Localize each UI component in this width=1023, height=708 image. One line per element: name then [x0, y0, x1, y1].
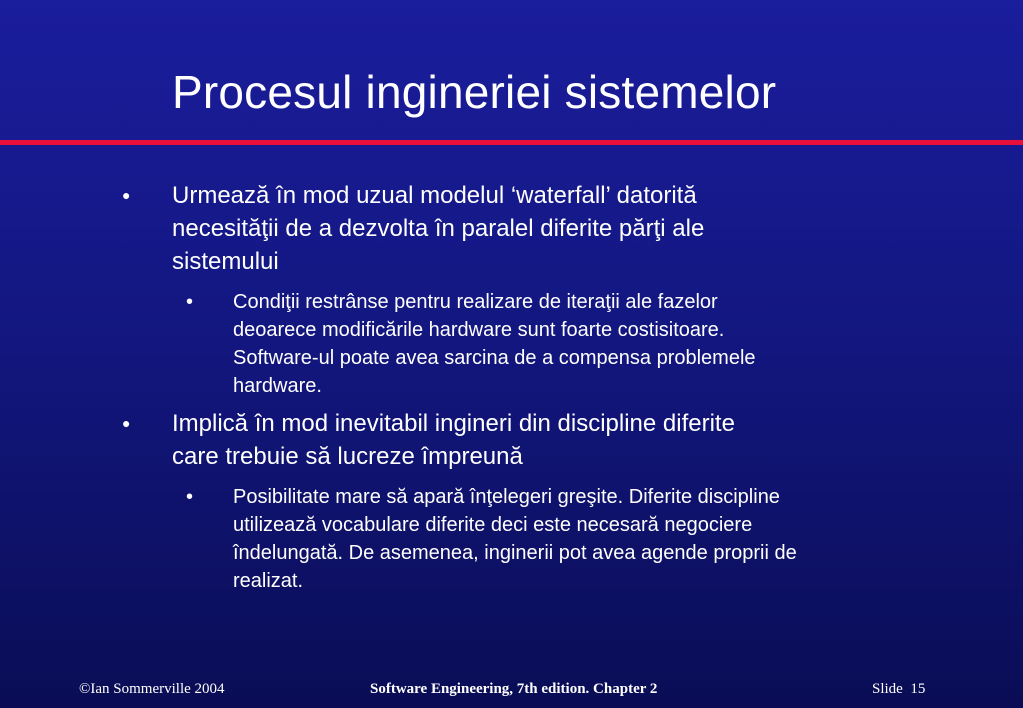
sub-bullet-1-line-2: deoarece modificările hardware sunt foarte costisitoare. [233, 319, 725, 341]
sub-bullet-2 [186, 483, 1013, 595]
sub-bullet-2-line-2: utilizează vocabulare diferite deci este necesară negociere [233, 514, 753, 536]
bullet-2-line-2: care trebuie să lucreze împreună [172, 443, 523, 470]
bullet-2-line-1: Implică în mod inevitabil ingineri din discipline diferite [172, 410, 735, 437]
bullet-1 [122, 179, 992, 278]
sub-bullet-1 [186, 288, 1013, 400]
bullet-dot-icon: ● [122, 415, 131, 431]
bullet-dot-icon: ● [122, 187, 131, 203]
footer-slide-number [872, 680, 925, 698]
slide-number: 15 [910, 681, 926, 697]
sub-bullet-2-line-1: Posibilitate mare să apară înţelegeri greşite. Diferite discipline [233, 486, 780, 508]
bullet-1-line-2: necesităţii de a dezvolta în paralel diferite părţi ale [172, 215, 705, 242]
slide-title: Procesul ingineriei sistemelor [172, 66, 777, 118]
bullet-1-line-1: Urmează în mod uzual modelul ‘waterfall’ datorită [172, 182, 697, 209]
sub-bullet-1-line-1: Condiţii restrânse pentru realizare de iteraţii ale fazelor [233, 291, 718, 313]
bullet-1-line-3: sistemului [172, 248, 279, 275]
title-divider [0, 140, 1023, 145]
footer-book-title: Software Engineering, 7th edition. Chapter 2 [370, 681, 658, 697]
sub-bullet-2-line-3: îndelungată. De asemenea, inginerii pot avea agende proprii de [233, 542, 797, 564]
sub-bullet-dot-icon: • [186, 291, 194, 313]
sub-bullet-2-line-4: realizat. [233, 570, 304, 592]
slide-label: Slide [872, 681, 903, 697]
sub-bullet-1-line-3: Software-ul poate avea sarcina de a compensa problemele [233, 347, 756, 369]
bullet-2 [122, 407, 992, 473]
sub-bullet-1-line-4: hardware. [233, 375, 322, 397]
footer-copyright: ©Ian Sommerville 2004 [79, 681, 225, 697]
sub-bullet-dot-icon: • [186, 486, 194, 508]
